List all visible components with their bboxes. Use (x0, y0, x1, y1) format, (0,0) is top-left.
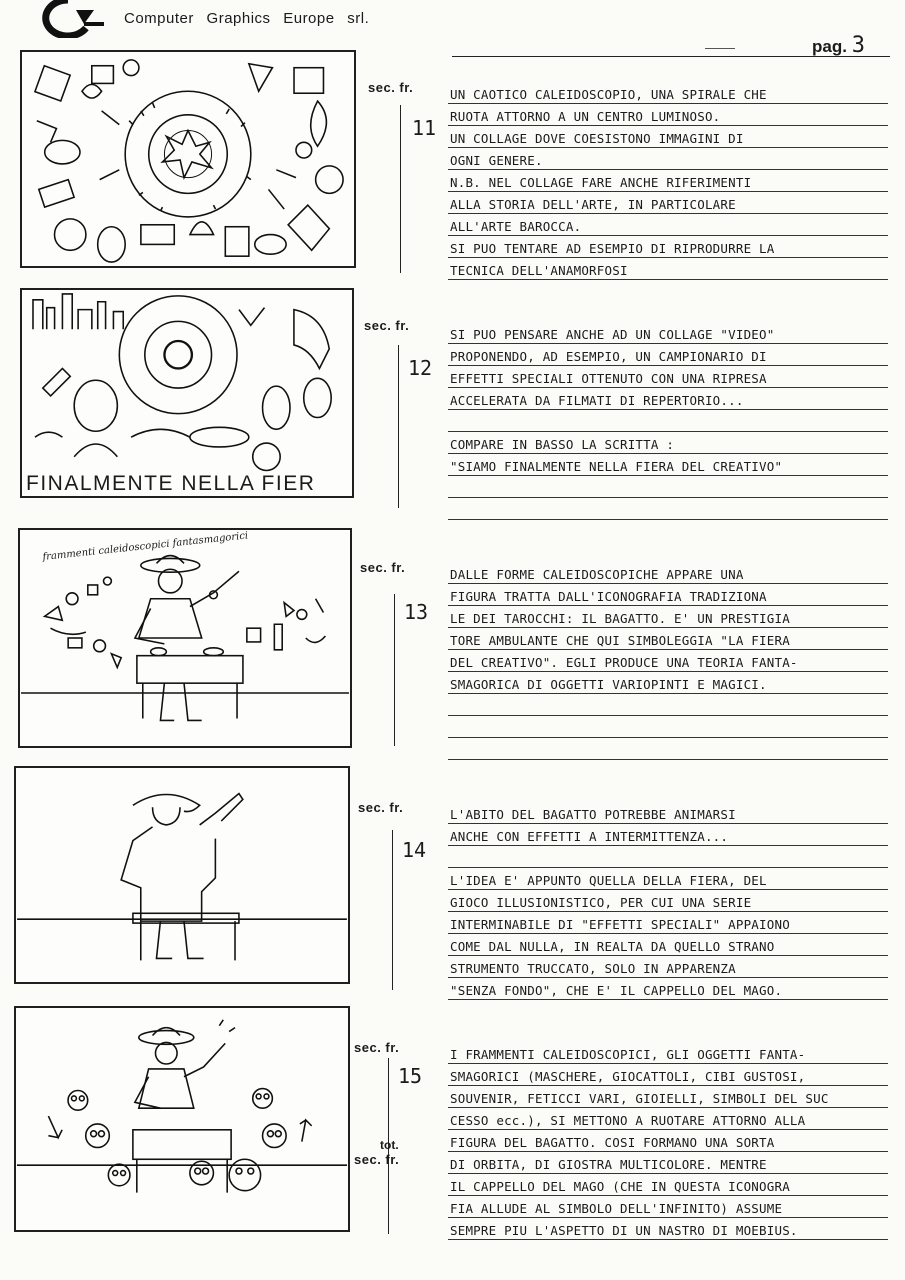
description-line: LE DEI TAROCCHI: IL BAGATTO. E' UN PRESTIGIA (448, 606, 888, 628)
frame-13-description (448, 562, 888, 760)
description-line: L'IDEA E' APPUNTO QUELLA DELLA FIERA, DEL (448, 868, 888, 890)
description-line: OGNI GENERE. (448, 148, 888, 170)
description-line: COME DAL NULLA, IN REALTA DA QUELLO STRANO (448, 934, 888, 956)
page-number: 3 (851, 33, 865, 58)
scribble-mark (705, 48, 735, 49)
description-line: SI PUO TENTARE AD ESEMPIO DI RIPRODURRE LA (448, 236, 888, 258)
description-line: I FRAMMENTI CALEIDOSCOPICI, GLI OGGETTI FANTA- (448, 1042, 888, 1064)
description-line: INTERMINABILE DI "EFFETTI SPECIALI" APPAIONO (448, 912, 888, 934)
description-line: RUOTA ATTORNO A UN CENTRO LUMINOSO. (448, 104, 888, 126)
frame-15-description (448, 1042, 888, 1240)
frame-timeline-bar-12 (398, 345, 399, 508)
description-line: SI PUO PENSARE ANCHE AD UN COLLAGE "VIDEO" (448, 322, 888, 344)
description-line: CESSO ecc.), SI METTONO A RUOTARE ATTORNO ALLA (448, 1108, 888, 1130)
description-line (448, 738, 888, 760)
description-line: IL CAPPELLO DEL MAGO (CHE IN QUESTA ICONOGRA (448, 1174, 888, 1196)
company-logo-icon (28, 0, 108, 38)
description-line: SEMPRE PIU L'ASPETTO DI UN NASTRO DI MOEBIUS. (448, 1218, 888, 1240)
page-label: pag. (812, 37, 847, 56)
sec-fr-label-12: sec. fr. (364, 318, 410, 333)
description-line: SMAGORICA DI OGGETTI VARIOPINTI E MAGICI. (448, 672, 888, 694)
bagatto-magician-drawing (20, 530, 350, 746)
frame-timeline-bar-14 (392, 830, 393, 990)
company-name: Computer Graphics Europe srl. (124, 10, 370, 27)
orbiting-objects-drawing (16, 1008, 348, 1230)
description-line (448, 716, 888, 738)
description-line: GIOCO ILLUSIONISTICO, PER CUI UNA SERIE (448, 890, 888, 912)
description-line: FIGURA DEL BAGATTO. COSI FORMANO UNA SORTA (448, 1130, 888, 1152)
description-line: ALLA STORIA DELL'ARTE, IN PARTICOLARE (448, 192, 888, 214)
kaleidoscope-collage-drawing (22, 52, 354, 266)
frame-12-description (448, 322, 888, 520)
description-line: SMAGORICI (MASCHERE, GIOCATTOLI, CIBI GUSTOSI, (448, 1064, 888, 1086)
description-line: STRUMENTO TRUCCATO, SOLO IN APPARENZA (448, 956, 888, 978)
description-line: "SIAMO FINALMENTE NELLA FIERA DEL CREATIVO" (448, 454, 888, 476)
description-line: TORE AMBULANTE CHE QUI SIMBOLEGGIA "LA FIERA (448, 628, 888, 650)
storyboard-frame-13 (18, 528, 352, 748)
sec-fr-label-13: sec. fr. (360, 560, 406, 575)
frame-annotation: frammenti caleidoscopici fantasmagorici (42, 530, 249, 563)
frame-number-13: 13 (404, 600, 429, 624)
sec-fr-label-tot: sec. fr. (354, 1152, 400, 1167)
frame-number-15: 15 (398, 1064, 423, 1088)
bagatto-silhouette-drawing (16, 768, 348, 982)
description-line (448, 498, 888, 520)
frame-14-description (448, 802, 888, 1000)
description-line: TECNICA DELL'ANAMORFOSI (448, 258, 888, 280)
sec-fr-label-14: sec. fr. (358, 800, 404, 815)
storyboard-frame-11 (20, 50, 356, 268)
description-line: ACCELERATA DA FILMATI DI REPERTORIO... (448, 388, 888, 410)
description-line: PROPONENDO, AD ESEMPIO, UN CAMPIONARIO DI (448, 344, 888, 366)
description-line: COMPARE IN BASSO LA SCRITTA : (448, 432, 888, 454)
description-line: "SENZA FONDO", CHE E' IL CAPPELLO DEL MAGO. (448, 978, 888, 1000)
description-line: DEL CREATIVO". EGLI PRODUCE UNA TEORIA FANTA- (448, 650, 888, 672)
description-line: FIA ALLUDE AL SIMBOLO DELL'INFINITO) ASSUME (448, 1196, 888, 1218)
header-rule (452, 56, 890, 57)
sec-fr-label-11: sec. fr. (368, 80, 414, 95)
description-line: DALLE FORME CALEIDOSCOPICHE APPARE UNA (448, 562, 888, 584)
frame-timeline-bar-11 (400, 105, 401, 273)
description-line: UN COLLAGE DOVE COESISTONO IMMAGINI DI (448, 126, 888, 148)
frame-number-14: 14 (402, 838, 427, 862)
description-line (448, 410, 888, 432)
description-line: L'ABITO DEL BAGATTO POTREBBE ANIMARSI (448, 802, 888, 824)
storyboard-frame-14 (14, 766, 350, 984)
description-line: ANCHE CON EFFETTI A INTERMITTENZA... (448, 824, 888, 846)
description-line: DI ORBITA, DI GIOSTRA MULTICOLORE. MENTRE (448, 1152, 888, 1174)
video-collage-drawing (22, 290, 352, 496)
description-line: ALL'ARTE BAROCCA. (448, 214, 888, 236)
description-line (448, 694, 888, 716)
storyboard-frame-12 (20, 288, 354, 498)
description-line (448, 846, 888, 868)
frame-timeline-bar-13 (394, 594, 395, 746)
description-line: N.B. NEL COLLAGE FARE ANCHE RIFERIMENTI (448, 170, 888, 192)
description-line: FIGURA TRATTA DALL'ICONOGRAFIA TRADIZIONA (448, 584, 888, 606)
storyboard-frame-15 (14, 1006, 350, 1232)
sec-fr-label-15: sec. fr. (354, 1040, 400, 1055)
frame-number-12: 12 (408, 356, 433, 380)
frame-caption: FINALMENTE NELLA FIER (26, 472, 316, 495)
tot-label: tot. (380, 1138, 399, 1152)
description-line: SOUVENIR, FETICCI VARI, GIOIELLI, SIMBOLI DEL SUC (448, 1086, 888, 1108)
description-line: EFFETTI SPECIALI OTTENUTO CON UNA RIPRESA (448, 366, 888, 388)
description-line: UN CAOTICO CALEIDOSCOPIO, UNA SPIRALE CHE (448, 82, 888, 104)
description-line (448, 476, 888, 498)
frame-11-description (448, 82, 888, 280)
frame-number-11: 11 (412, 116, 437, 140)
page-indicator (812, 33, 865, 58)
